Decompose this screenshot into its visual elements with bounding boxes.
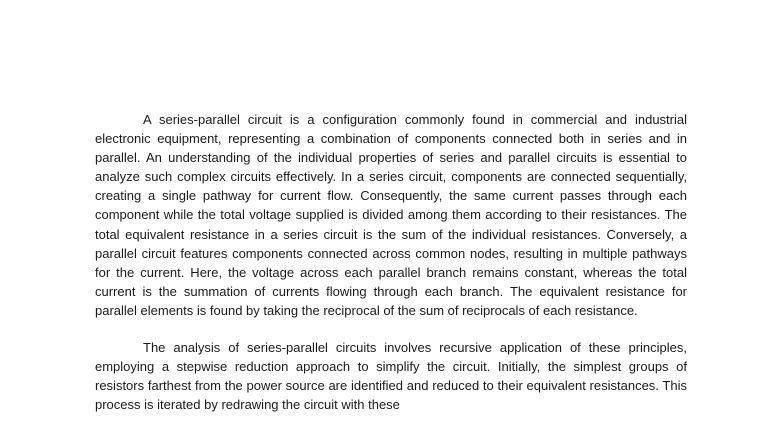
paragraph-1: A series-parallel circuit is a configuration commonly found in commercial and industrial electronic equipment, representing a combination of components connected both in series and in parallel. An understanding of the individual properties of series and parallel circuits is essential to analyze such complex circuits effectively. In a series circuit, components are connected sequentially, creating a single pathway for current flow. Consequently, the same current passes through each component while the total voltage supplied is divided among them according to their resistances. The total equivalent resistance in a series circuit is the sum of the individual resistances. Conversely, a parallel circuit features components connected across common nodes, resulting in multiple pathways for the current. Here, the voltage across each parallel branch remains constant, whereas the total current is the summation of currents flowing through each branch. The equivalent resistance for parallel elements is found by taking the reciprocal of the sum of reciprocals of each resistance. bbox=[95, 112, 687, 318]
document-body bbox=[95, 110, 687, 432]
paragraph-2: The analysis of series-parallel circuits involves recursive application of these principles, employing a stepwise reduction approach to simplify the circuit. Initially, the simplest groups of resistors farthest from the power source are identified and reduced to their equivalent resistances. This process is iterated by redrawing the circuit with these bbox=[95, 340, 687, 413]
